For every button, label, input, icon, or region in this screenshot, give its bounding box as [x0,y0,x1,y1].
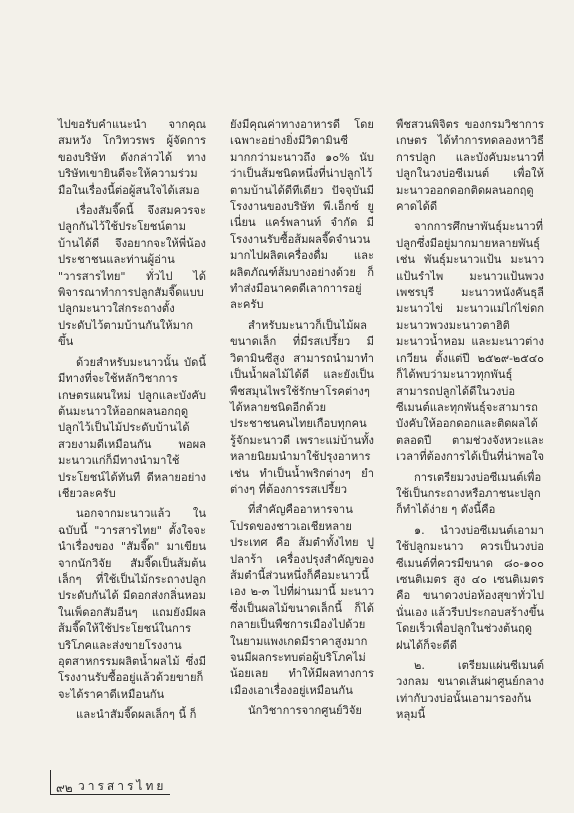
paragraph: นักวิชาการจากศูนย์วิจัย [248,704,362,718]
text-column-3 [396,117,544,728]
paragraph: ยังมีคุณค่าทางอาหารดี โดยเฉพาะอย่างยิ่งมีวิตามินซี มากกว่ามะนาวถึง ๑๐% นับว่าเป็นส้มชนิดหนึ่งที่น่าปลูกไว้ตามบ้านได้ดีทีเดียว ปัจจุบันมีโรงงานของบริษัท พี.เอ็กซ์ ยูเนี่ยน แคร์พลานท์ จำกัด มีโรงงานรับซื้อส้มผลจี๊ดจำนวนมากไปผลิตเครื่องดื่ม และผลิตภัณฑ์ส้มบางอย่างด้วย ก็ทำส่งมีอนาคตดีเลากาารอยู่ละครับ [230,118,374,312]
paragraph: ที่สำคัญคืออาหารจานโปรดของชาวเอเชียหลายประเทศ คือ ส้มตำทั้งไทย ปู ปลาร้า เครื่องปรุงสำคัญของส้มตำนี้ส่วนหนึ่งก็คือมะนาวนี้เอง ๒-๓ ไปที่ผ่านมานี้ มะนาวซึ่งเป็นผลไม้ขนาดเล็กนี้ ก็ได้กลายเป็นพืชการเมืองไปด้วย ในยามแพงเกดมีราคาสูงมาก จนมีผลกระทบต่อผู้บริโภคไม่น้อยเลย ทำให้มีผลทางการเมืองเอาเรื่องอยู่เหมือนกัน [230,503,374,697]
paragraph: และนำสัมจี๊ดผลเล็กๆ นี้ ก็ [76,708,197,722]
paragraph: การเตรียมวงบ่อซีเมนต์เพื่อใช้เป็นกระถางหรือภาชนะปลูกก็ทำได้ง่าย ๆ ดังนี้คือ [396,470,542,517]
paragraph: พืชสวนพิจิตร ของกรมวิชาการเกษตร ได้ทำการทดลองหาวิธีการปลูก และบังคับมะนาวที่ปลูกในวงบ่อซีเมนต์ เพื่อให้มะนาวออกดอกติดผลนอกฤดูคาดได้ดี [396,118,544,214]
paragraph: ๑. นำวงบ่อซีเมนต์เอามาใช้ปลูกมะนาว ควรเป็นวงบ่อซีเมนต์ที่ควรมีขนาด ๘๐-๑๐๐ เซนติเมตร สูง ๔๐ เซนติเมตร คือ ขนาดวงบ่อห้องสุขาทั่วไปนั่นเอง แล้วรีบประกอบสร้างขึ้นโดยเร็วเพื่อปลูกในช่วงต้นฤดูฝนได้ก็จะดีดี [396,523,544,652]
magazine-name: วารสารไทย [78,779,167,793]
paragraph: จากการศึกษาพันธุ์มะนาวที่ปลูกซึ่งมีอยู่มากมายหลายพันธุ์ เช่น พันธุ์มะนาวแป้น มะนาวแป้นรำไพ มะนาวแป้นพวงเพชรบุรี มะนาวหนังคันธุลี มะนาวไข่ มะนาวแม่ไก่ไข่ดก มะนาวพวงมะนาวตาฮิติ มะนาวน้ำหอม และมะนาวต่างเกวียน ตั้งแต่ปี ๒๕๒๙-๒๕๔๐ ก็ได้พบว่ามะนาวทุกพันธุ์สามารถปลูกได้ดีในวงบ่อซีเมนต์และทุกพันธุ์จะสามารถบังคับให้ออกดอกและติดผลได้ตลอดปี ตามช่วงจังหวะและเวลาที่ต้องการได้เป็นที่น่าพอใจ [396,220,545,464]
text-column-2 [230,117,374,724]
text-column-1 [58,117,206,728]
paragraph: ด้วยสำหรับมะนาวนั้น บัดนี้มีทางที่จะใช้หลักวิชาการเกษตรแผนใหม่ ปลูกและบังคับต้นมะนาวให้ออกผลนอกฤดู ปลูกไว้เป็นไม้ประดับบ้านได้สวยงามดีเหมือนกัน พอผลมะนาวแก่ก็มีทางนำมาใช้ประโยชน์ได้ทันที ดีหลายอย่างเชียวละครับ [58,355,206,500]
page-number: ๙๒ [56,781,73,795]
paragraph: ๒. เตรียมแผ่นซีเมนต์วงกลม ขนาดเส้นผ่าศูนย์กลางเท่ากับวงบ่อนั้นเอามารองก้นหลุมนี้ [396,659,544,722]
paragraph: นอกจากมะนาวแล้ว ในฉบับนี้ "วารสารไทย" ตั้งใจจะนำเรื่องของ "สัมจี๊ด" มาเขียนจากนักวิจัย สัมจี๊ดเป็นส้มต้นเล็กๆ ที่ใช้เป็นไม้กระถางปลูกประดับกันได้ มีดอกส่งกลิ่นหอมในเพ็ดอกสัมอีนๆ แถมยังมีผลส้มจี๊ดให้ใช้ประโยชน์ในการบริโภคและส่งขายโรงงานอุตสาหกรรมผลิตน้ำผลไม้ ซึ่งมีโรงงานรับซื้ออยู่แล้วด้วยขายก็จะได้ราคาดีเหมือนกัน [58,507,206,701]
footer-vertical-rule [50,770,51,794]
paragraph: ไปขอรับคำแนะนำ จากคุณสมหวัง โกวิทวรพร ผู้จัดการของบริษัท ดังกล่าวได้ ทางบริษัทเขายินดีจะให้ความร่วมมือในเรื่องนี้ต่อผู้สนใจได้เสมอ [58,118,206,197]
paragraph: เรื่องสัมจี๊ดนี้ จึงสมควรจะปลูกกันไว้ใช้ประโยชน์ตามบ้านได้ดี จึงอยากจะให้พี่น้องประชาชนและท่านผู้อ่าน "วารสารไทย" ทั่วไป ได้พิจารณาทำการปลูกสัมจี๊ดแบบปลูกมะนาวใส่กระถางตั้งประดับไว้ตามบ้านกันให้มากขึ้น [58,204,206,349]
paragraph: สำหรับมะนาวก็เป็นไม้ผลขนาดเล็ก ที่มีรสเปรี้ยว มีวิตามินซีสูง สามารถนำมาทำเป็นน้ำผลไม้ได้ดี และยังเป็นพืชสมุนไพรใช้รักษาโรคต่างๆ ได้หลายชนิดอีกด้วย ประชาชนคนไทยเกือบทุกคนรู้จักมะนาวดี เพราะแม่บ้านทั้งหลายนิยมนำมาใช้ปรุงอาหาร เช่น ทำเป็นน้ำพริกต่างๆ ยำต่างๆ ที่ต้องการรสเปรี้ยว [230,318,374,496]
